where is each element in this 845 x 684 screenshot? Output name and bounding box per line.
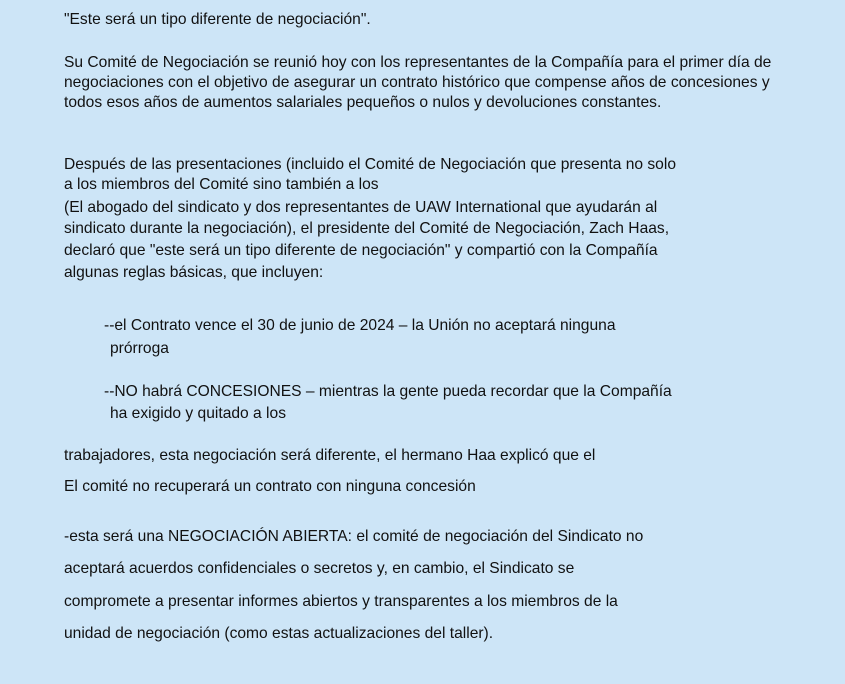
continuation-line: El comité no recuperará un contrato con ninguna concesión [64,478,476,495]
paragraph-2-line: Después de las presentaciones (incluido el Comité de Negociación que presenta no solo [64,156,676,173]
paragraph-2-line: a los miembros del Comité sino también a los [64,176,379,193]
rule-no-extension-line: --el Contrato vence el 30 de junio de 2024 – la Unión no aceptará ninguna [104,317,616,334]
quote-title: "Este será un tipo diferente de negociación". [64,11,371,28]
continuation-line: trabajadores, esta negociación será diferente, el hermano Haa explicó que el [64,447,596,464]
rule-open-bargaining-line [64,527,790,547]
rule-open-bargaining-text: aceptará acuerdos confidenciales o secretos y, en cambio, el Sindicato se [64,560,575,577]
rule-open-bargaining-line: unidad de negociación (como estas actualizaciones del taller). [64,625,494,642]
rule-no-concessions-line: --NO habrá CONCESIONES – mientras la gente pueda recordar que la Compañía [104,383,672,400]
paragraph-2-line: sindicato durante la negociación), el presidente del Comité de Negociación, Zach Haas, [64,220,670,237]
paragraph-negotiation-meeting: Su Comité de Negociación se reunió hoy con los representantes de la Compañía para el primer día de negociaciones con el objetivo de asegurar un contrato histórico que compense años de concesiones y todos esos años de aumentos salariales pequeños o nulos y devoluciones constantes. [64,54,772,111]
rule-no-extension-line: prórroga [110,340,169,357]
paragraph-2-line: (El abogado del sindicato y dos representantes de UAW International que ayudarán al [64,199,658,216]
rule-open-bargaining-text: compromete a presentar informes abiertos y transparentes a los miembros de la [64,593,618,610]
rule-open-bargaining-text: -esta será una NEGOCIACIÓN ABIERTA: el comité de negociación del Sindicato no [64,528,644,545]
paragraph-2-line: algunas reglas básicas, que incluyen: [64,264,324,281]
rule-no-concessions-line: ha exigido y quitado a los [110,405,286,422]
rule-open-bargaining-line [64,559,705,579]
rule-open-bargaining-line [64,592,757,612]
paragraph-2-line: declaró que "este será un tipo diferente de negociación" y compartió con la Compañía [64,242,658,259]
